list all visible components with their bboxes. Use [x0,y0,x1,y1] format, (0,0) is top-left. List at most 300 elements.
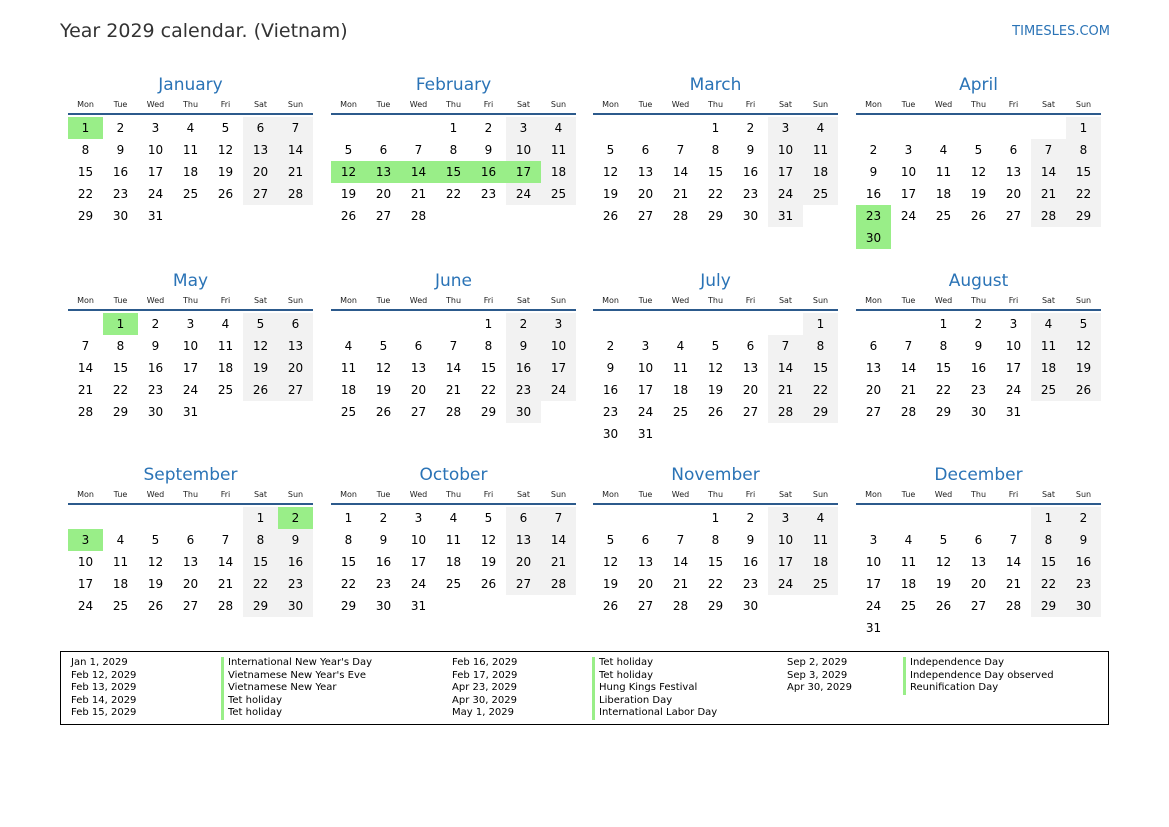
day-cell: 19 [1066,357,1101,379]
day-cell: 27 [637,209,654,223]
holiday-day-cell: 13 [366,161,401,183]
day-cell: 10 [541,335,576,357]
day-cell: 29 [803,401,838,423]
weekday-label: Tue [376,296,391,305]
day-grid [593,115,838,227]
weekday-label: Thu [182,100,199,109]
empty-cell [593,313,628,335]
empty-cell [68,507,103,529]
day-cell: 9 [506,335,541,357]
weekday-label: Tue [113,296,128,305]
holiday-legend [60,651,1109,725]
day-cell: 2 [869,143,878,157]
day-cell: 20 [637,187,654,201]
month-name: July [700,271,731,291]
day-cell: 14 [278,139,313,161]
day-cell: 9 [746,533,755,547]
day-grid [593,311,838,445]
day-cell: 24 [147,187,164,201]
weekday-header [856,489,1101,505]
day-cell: 3 [541,313,576,335]
legend-holiday-name: International Labor Day [592,707,717,720]
day-cell: 20 [1005,187,1022,201]
day-cell: 29 [935,405,952,419]
day-cell: 18 [445,555,462,569]
empty-cell [891,507,926,529]
day-cell: 7 [221,533,230,547]
weekday-label: Mon [602,296,619,305]
day-cell: 23 [742,187,759,201]
day-cell: 10 [182,339,199,353]
holiday-day-cell: 16 [471,161,506,183]
day-cell: 2 [151,317,160,331]
day-cell: 11 [541,139,576,161]
day-cell: 10 [410,533,427,547]
day-cell: 26 [147,599,164,613]
day-cell: 14 [445,361,462,375]
day-cell: 21 [1031,183,1066,205]
day-cell: 14 [672,165,689,179]
day-cell: 4 [1031,313,1066,335]
weekday-label: Fri [483,490,494,499]
month-name: March [689,75,742,95]
empty-cell [173,507,208,529]
holiday-day-cell: 1 [103,313,138,335]
day-cell: 20 [865,383,882,397]
day-cell: 26 [243,379,278,401]
legend-names-column [903,657,1054,695]
legend-holiday-name: Tet holiday [221,695,372,708]
day-cell: 8 [1066,139,1101,161]
day-cell: 11 [935,165,952,179]
weekday-label: Thu [707,490,724,499]
empty-cell [208,507,243,529]
day-cell: 1 [1031,507,1066,529]
day-cell: 5 [939,533,948,547]
day-cell: 28 [672,599,689,613]
legend-date: Feb 13, 2029 [71,682,137,694]
day-cell: 5 [974,143,983,157]
day-cell: 2 [116,121,125,135]
day-cell: 10 [147,143,164,157]
weekday-label: Sat [1041,100,1056,109]
month-10 [593,463,838,617]
weekday-label: Thu [970,490,987,499]
day-cell: 9 [151,339,160,353]
day-cell: 25 [340,405,357,419]
day-cell: 4 [939,143,948,157]
weekday-label: Thu [970,296,987,305]
day-cell: 25 [182,187,199,201]
day-cell: 18 [182,165,199,179]
holiday-day-cell: 2 [278,507,313,529]
day-cell: 15 [707,555,724,569]
empty-cell [628,507,663,529]
day-cell: 2 [379,511,388,525]
day-cell: 14 [900,361,917,375]
day-cell: 8 [484,339,493,353]
day-cell: 27 [742,405,759,419]
day-cell: 12 [1066,335,1101,357]
legend-date: Feb 15, 2029 [71,707,137,719]
day-cell: 4 [803,117,838,139]
weekday-label: Sat [516,296,531,305]
day-cell: 7 [541,507,576,529]
day-cell: 18 [900,577,917,591]
legend-holiday-name: Reunification Day [903,682,1054,695]
day-cell: 15 [340,555,357,569]
month-7 [856,269,1101,423]
day-cell: 13 [506,529,541,551]
weekday-label: Thu [182,490,199,499]
day-cell: 16 [602,383,619,397]
day-cell: 14 [77,361,94,375]
legend-date: Jan 1, 2029 [71,657,128,668]
day-cell: 2 [606,339,615,353]
empty-cell [1031,117,1066,139]
day-cell: 27 [243,183,278,205]
day-cell: 28 [77,405,94,419]
day-cell: 25 [900,599,917,613]
day-cell: 21 [278,161,313,183]
day-cell: 26 [340,209,357,223]
month-name: October [419,465,488,485]
weekday-label: Tue [638,100,653,109]
day-cell: 25 [217,383,234,397]
day-cell: 7 [676,533,685,547]
day-cell: 9 [606,361,615,375]
day-cell: 20 [278,357,313,379]
day-cell: 20 [182,577,199,591]
weekday-label: Fri [745,296,756,305]
holiday-day-cell: 14 [401,161,436,183]
weekday-label: Sun [812,100,829,109]
empty-cell [663,117,698,139]
day-cell: 20 [410,383,427,397]
weekday-label: Thu [445,296,462,305]
day-cell: 11 [340,361,357,375]
weekday-label: Fri [745,490,756,499]
day-cell: 22 [935,383,952,397]
weekday-label: Wed [409,296,428,305]
day-cell: 20 [742,383,759,397]
weekday-header [856,99,1101,115]
day-cell: 10 [768,139,803,161]
empty-cell [698,313,733,335]
day-grid [68,115,313,227]
day-cell: 13 [410,361,427,375]
day-cell: 12 [707,361,724,375]
day-cell: 15 [1031,551,1066,573]
day-cell: 6 [414,339,423,353]
day-cell: 10 [506,139,541,161]
day-cell: 28 [445,405,462,419]
day-cell: 5 [379,339,388,353]
day-grid [331,505,576,617]
day-cell: 21 [217,577,234,591]
day-cell: 20 [375,187,392,201]
day-cell: 14 [217,555,234,569]
day-cell: 14 [768,357,803,379]
day-cell: 18 [1031,357,1066,379]
day-cell: 30 [742,599,759,613]
weekday-label: Sun [812,490,829,499]
month-6 [593,269,838,445]
day-cell: 15 [803,357,838,379]
empty-cell [856,507,891,529]
day-cell: 30 [506,401,541,423]
empty-cell [103,507,138,529]
legend-holiday-name: Independence Day [903,657,1054,670]
day-cell: 21 [445,383,462,397]
day-cell: 15 [480,361,497,375]
day-cell: 9 [746,143,755,157]
month-name: January [158,75,223,95]
day-cell: 18 [935,187,952,201]
day-cell: 21 [768,379,803,401]
weekday-label: Sun [1075,296,1092,305]
day-cell: 19 [243,357,278,379]
day-cell: 17 [865,577,882,591]
day-cell: 24 [541,379,576,401]
day-cell: 17 [1005,361,1022,375]
weekday-label: Sun [550,490,567,499]
day-cell: 29 [480,405,497,419]
day-cell: 4 [221,317,230,331]
day-cell: 7 [81,339,90,353]
empty-cell [68,313,103,335]
day-cell: 2 [484,121,493,135]
day-cell: 5 [711,339,720,353]
day-cell: 29 [707,209,724,223]
day-cell: 8 [939,339,948,353]
weekday-label: Sat [516,100,531,109]
day-cell: 25 [541,183,576,205]
day-cell: 24 [182,383,199,397]
day-cell: 24 [768,183,803,205]
day-cell: 1 [711,121,720,135]
day-grid [68,311,313,423]
empty-cell [996,507,1031,529]
day-cell: 28 [410,209,427,223]
day-cell: 8 [81,143,90,157]
site-link[interactable]: TIMESLES.COM [1012,24,1110,39]
day-cell: 1 [243,507,278,529]
day-cell: 21 [672,187,689,201]
day-cell: 7 [1009,533,1018,547]
weekday-header [593,295,838,311]
weekday-label: Mon [865,490,882,499]
day-cell: 31 [865,621,882,635]
day-cell: 30 [147,405,164,419]
empty-cell [401,117,436,139]
day-cell: 21 [1005,577,1022,591]
day-cell: 28 [278,183,313,205]
day-cell: 9 [116,143,125,157]
weekday-label: Thu [445,490,462,499]
day-cell: 28 [1031,205,1066,227]
weekday-label: Fri [483,100,494,109]
day-cell: 4 [449,511,458,525]
month-3 [856,73,1101,249]
empty-cell [891,313,926,335]
weekday-label: Fri [220,490,231,499]
day-cell: 22 [340,577,357,591]
month-9 [331,463,576,617]
month-name: February [415,75,492,95]
day-cell: 9 [484,143,493,157]
weekday-label: Sun [550,296,567,305]
weekday-label: Tue [638,490,653,499]
weekday-label: Thu [182,296,199,305]
legend-holiday-name: Tet holiday [592,670,717,683]
day-cell: 23 [1066,573,1101,595]
weekday-label: Wed [671,296,690,305]
weekday-label: Thu [707,100,724,109]
day-cell: 4 [116,533,125,547]
weekday-label: Thu [970,100,987,109]
month-name: June [434,271,473,291]
weekday-header [68,295,313,311]
day-cell: 29 [243,595,278,617]
day-cell: 28 [217,599,234,613]
day-cell: 16 [742,555,759,569]
day-cell: 1 [484,317,493,331]
month-5 [331,269,576,423]
day-cell: 27 [637,599,654,613]
day-cell: 30 [112,209,129,223]
day-cell: 22 [707,187,724,201]
empty-cell [961,507,996,529]
day-cell: 8 [1031,529,1066,551]
day-cell: 17 [637,383,654,397]
day-cell: 22 [77,187,94,201]
page-title: Year 2029 calendar. (Vietnam) [60,20,348,42]
day-cell: 24 [77,599,94,613]
day-cell: 9 [278,529,313,551]
weekday-label: Tue [113,100,128,109]
day-cell: 15 [935,361,952,375]
day-cell: 4 [904,533,913,547]
weekday-label: Sat [516,490,531,499]
day-cell: 29 [707,599,724,613]
day-cell: 28 [768,401,803,423]
day-cell: 2 [746,121,755,135]
day-cell: 9 [974,339,983,353]
day-cell: 23 [742,577,759,591]
day-cell: 6 [641,533,650,547]
day-cell: 11 [803,529,838,551]
weekday-label: Wed [409,100,428,109]
legend-dates-column [71,657,136,720]
day-cell: 26 [1066,379,1101,401]
weekday-label: Sat [253,296,268,305]
weekday-label: Mon [602,490,619,499]
month-name: November [671,465,760,485]
day-cell: 16 [147,361,164,375]
day-grid [331,311,576,423]
day-cell: 4 [541,117,576,139]
weekday-label: Tue [638,296,653,305]
weekday-label: Mon [77,296,94,305]
day-cell: 22 [112,383,129,397]
weekday-label: Sun [287,490,304,499]
day-cell: 11 [112,555,129,569]
day-cell: 22 [243,573,278,595]
day-cell: 18 [112,577,129,591]
day-cell: 19 [707,383,724,397]
day-cell: 4 [186,121,195,135]
day-cell: 5 [606,143,615,157]
day-cell: 4 [344,339,353,353]
day-cell: 6 [974,533,983,547]
day-cell: 10 [637,361,654,375]
day-cell: 3 [768,507,803,529]
holiday-day-cell: 1 [68,117,103,139]
day-cell: 6 [1009,143,1018,157]
weekday-label: Tue [901,100,916,109]
weekday-label: Thu [707,296,724,305]
day-cell: 25 [672,405,689,419]
weekday-header [593,489,838,505]
empty-cell [401,313,436,335]
day-cell: 23 [375,577,392,591]
day-cell: 17 [182,361,199,375]
weekday-label: Sun [812,296,829,305]
day-cell: 11 [182,143,199,157]
day-cell: 21 [541,551,576,573]
legend-holiday-name: Vietnamese New Year [221,682,372,695]
day-cell: 5 [344,143,353,157]
day-cell: 18 [541,161,576,183]
weekday-label: Sun [287,100,304,109]
day-cell: 13 [637,165,654,179]
day-cell: 27 [375,209,392,223]
day-cell: 6 [278,313,313,335]
day-cell: 16 [375,555,392,569]
legend-date: Feb 16, 2029 [452,657,518,668]
weekday-header [856,295,1101,311]
empty-cell [628,313,663,335]
day-cell: 2 [974,317,983,331]
holiday-day-cell: 3 [68,529,103,551]
legend-holiday-name: Hung Kings Festival [592,682,717,695]
day-cell: 23 [506,379,541,401]
day-cell: 16 [970,361,987,375]
empty-cell [593,507,628,529]
holiday-day-cell: 30 [856,227,891,249]
day-cell: 15 [707,165,724,179]
day-cell: 30 [602,427,619,441]
weekday-label: Fri [220,100,231,109]
day-cell: 23 [480,187,497,201]
day-cell: 13 [970,555,987,569]
day-cell: 21 [410,187,427,201]
day-cell: 14 [1031,161,1066,183]
day-cell: 17 [147,165,164,179]
empty-cell [996,117,1031,139]
day-cell: 10 [865,555,882,569]
weekday-label: Fri [1008,490,1019,499]
day-cell: 13 [182,555,199,569]
day-cell: 24 [1005,383,1022,397]
month-4 [68,269,313,423]
day-cell: 8 [711,143,720,157]
day-cell: 8 [711,533,720,547]
empty-cell [768,313,803,335]
day-cell: 7 [1031,139,1066,161]
day-cell: 19 [480,555,497,569]
